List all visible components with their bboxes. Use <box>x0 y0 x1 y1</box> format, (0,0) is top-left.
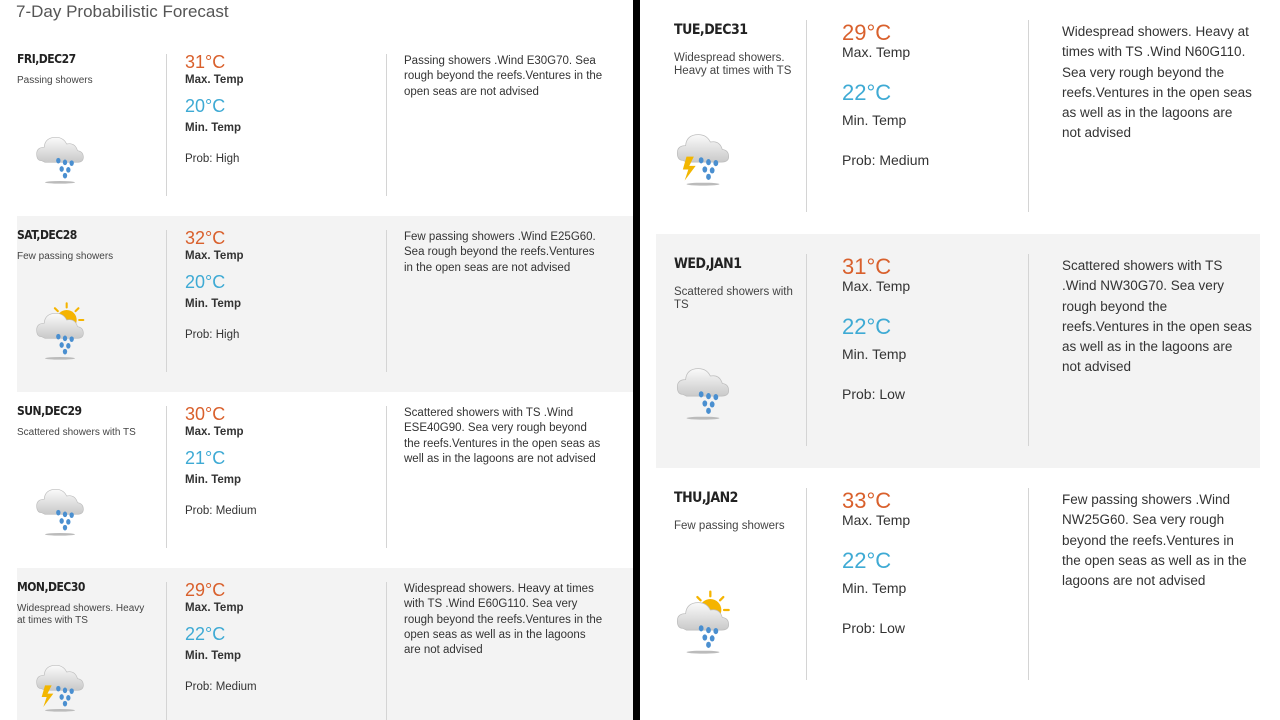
forecast-description: Few passing showers .Wind E25G60. Sea rough beyond the reefs.Ventures in the open seas are not advised <box>404 231 596 274</box>
probability-value: Low <box>879 386 906 402</box>
max-temp-value: 30°C <box>185 404 226 424</box>
divider <box>1028 254 1029 446</box>
max-temp-label: Max. Temp <box>842 44 911 60</box>
min-temp-value: 20°C <box>185 96 226 116</box>
day-label: TUE,DEC31 <box>674 22 748 38</box>
forecast-description: Scattered showers with TS .Wind NW30G70. Sea very rough beyond the reefs.Ventures in the open seas as well as in the lagoons are not advised <box>1062 258 1252 375</box>
min-temp-value: 20°C <box>185 272 226 292</box>
forecast-description: Scattered showers with TS .Wind ESE40G90. Sea very rough beyond the reefs.Ventures in the open seas as well as in the lagoons are not advised <box>404 407 601 465</box>
probability <box>185 329 239 341</box>
day-label: THU,JAN2 <box>674 490 738 506</box>
day-label: FRI,DEC27 <box>17 52 76 66</box>
probability-label: Prob: <box>185 505 213 517</box>
probability-value: Medium <box>215 505 257 517</box>
max-temp-label: Max. Temp <box>185 250 244 262</box>
condition-text: Scattered showers with TS <box>17 427 136 438</box>
day-label: SAT,DEC28 <box>17 228 77 242</box>
sun-cloud-rain-icon <box>30 300 90 365</box>
divider <box>806 20 807 212</box>
probability <box>842 152 929 168</box>
cloud-rain-icon <box>30 476 90 541</box>
condition-text: Few passing showers <box>674 520 785 532</box>
max-temp-label: Max. Temp <box>185 74 244 86</box>
min-temp-value: 22°C <box>185 624 226 644</box>
probability <box>185 681 257 693</box>
probability <box>842 386 905 402</box>
min-temp-label: Min. Temp <box>842 346 907 362</box>
probability-label: Prob: <box>185 681 213 693</box>
thunder-rain-icon <box>30 652 90 717</box>
divider <box>806 254 807 446</box>
max-temp-label: Max. Temp <box>842 512 911 528</box>
divider <box>166 582 167 720</box>
condition-text: Widespread showers. Heavy at times with TS <box>17 603 145 626</box>
condition-text: Passing showers <box>17 75 93 86</box>
forecast-description: Widespread showers. Heavy at times with TS .Wind N60G110. Sea very rough beyond the reefs.Ventures in the open seas as well as in the lagoons are not advised <box>1062 24 1252 141</box>
day-label: WED,JAN1 <box>674 256 742 272</box>
sun-cloud-rain-icon <box>670 588 736 659</box>
cloud-rain-icon <box>30 124 90 189</box>
forecast-description: Passing showers .Wind E30G70. Sea rough beyond the reefs.Ventures in the open seas are not advised <box>404 55 603 98</box>
forecast-panel-right <box>640 0 1280 720</box>
probability-value: Low <box>879 620 906 636</box>
max-temp-value: 29°C <box>842 20 892 45</box>
divider <box>1028 20 1029 212</box>
min-temp-label: Min. Temp <box>842 580 907 596</box>
forecast-panel-left <box>0 0 633 720</box>
probability-label: Prob: <box>185 153 213 165</box>
divider <box>386 582 387 720</box>
min-temp-label: Min. Temp <box>842 112 907 128</box>
day-label: SUN,DEC29 <box>17 404 82 418</box>
divider <box>386 54 387 196</box>
divider <box>386 406 387 548</box>
divider <box>1028 488 1029 680</box>
min-temp-label: Min. Temp <box>185 122 242 134</box>
cloud-rain-icon <box>670 354 736 425</box>
condition-text: Widespread showers. Heavy at times with TS <box>674 52 792 78</box>
probability-label: Prob: <box>842 620 876 636</box>
probability-label: Prob: <box>842 386 876 402</box>
probability <box>185 153 239 165</box>
max-temp-label: Max. Temp <box>185 602 244 614</box>
probability-value: High <box>215 329 240 341</box>
probability-value: High <box>215 153 240 165</box>
divider <box>166 54 167 196</box>
max-temp-value: 31°C <box>842 254 892 279</box>
forecast-description: Few passing showers .Wind NW25G60. Sea very rough beyond the reefs.Ventures in the open seas as well as in the lagoons are not advised <box>1062 492 1247 589</box>
divider <box>166 230 167 372</box>
forecast-description: Widespread showers. Heavy at times with TS .Wind E60G110. Sea very rough beyond the reefs.Ventures in the open seas as well as in the lagoons are not advised <box>404 583 603 657</box>
condition-text: Few passing showers <box>17 251 114 262</box>
probability <box>185 505 257 517</box>
page-title: 7-Day Probabilistic Forecast <box>16 2 229 21</box>
thunder-rain-icon <box>670 120 736 191</box>
min-temp-value: 21°C <box>185 448 226 468</box>
min-temp-value: 22°C <box>842 548 892 573</box>
max-temp-value: 29°C <box>185 580 226 600</box>
max-temp-value: 31°C <box>185 52 226 72</box>
divider <box>806 488 807 680</box>
probability-label: Prob: <box>842 152 876 168</box>
max-temp-value: 32°C <box>185 228 226 248</box>
max-temp-label: Max. Temp <box>185 426 244 438</box>
max-temp-label: Max. Temp <box>842 278 911 294</box>
probability <box>842 620 905 636</box>
divider <box>386 230 387 372</box>
min-temp-label: Min. Temp <box>185 474 242 486</box>
condition-text: Scattered showers with TS <box>674 286 793 312</box>
divider <box>166 406 167 548</box>
min-temp-value: 22°C <box>842 314 892 339</box>
day-label: MON,DEC30 <box>17 580 85 594</box>
min-temp-value: 22°C <box>842 80 892 105</box>
probability-value: Medium <box>879 152 930 168</box>
min-temp-label: Min. Temp <box>185 298 242 310</box>
probability-value: Medium <box>215 681 257 693</box>
max-temp-value: 33°C <box>842 488 892 513</box>
probability-label: Prob: <box>185 329 213 341</box>
min-temp-label: Min. Temp <box>185 650 242 662</box>
